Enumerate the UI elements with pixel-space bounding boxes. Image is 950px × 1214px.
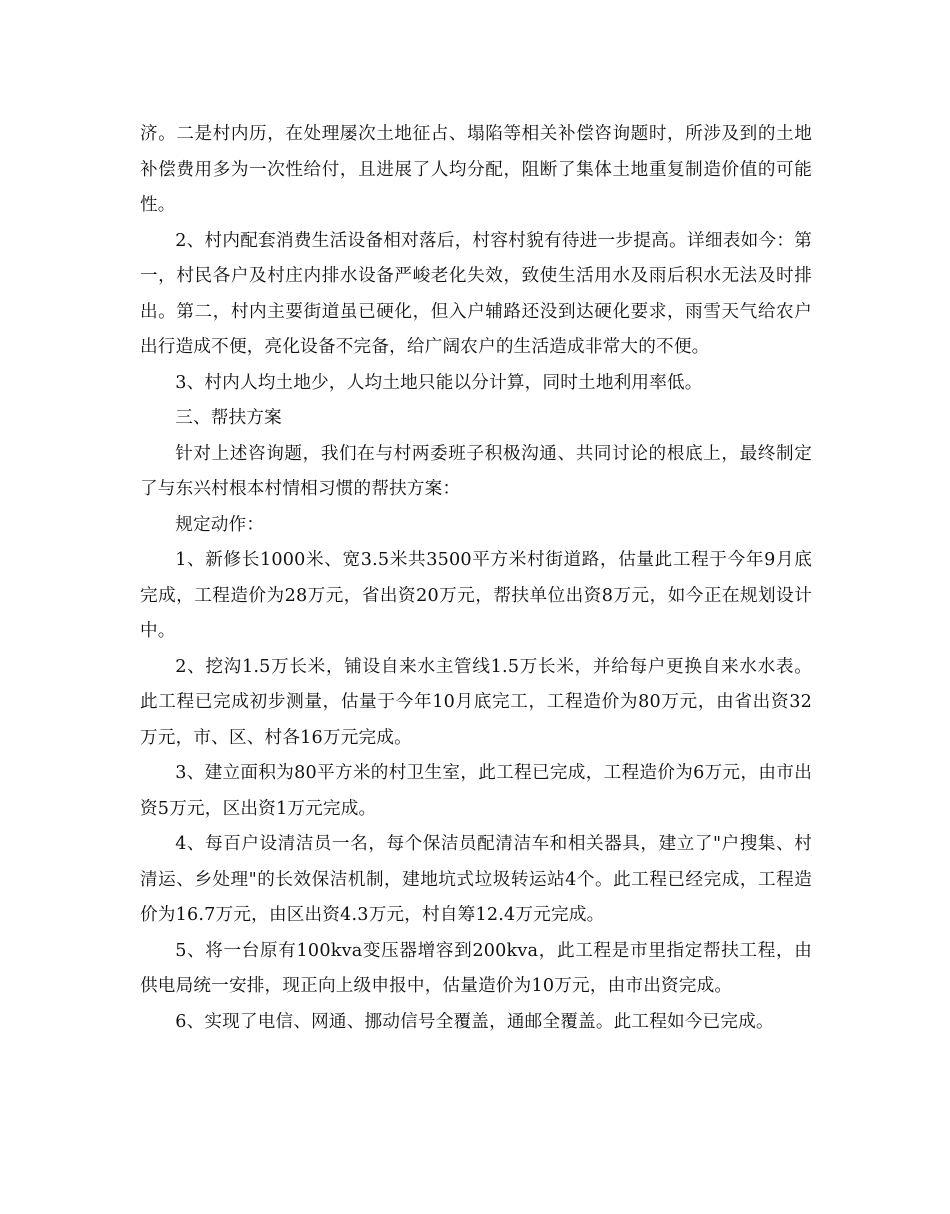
paragraph-continuation: 济。二是村内历，在处理屡次土地征占、塌陷等相关补偿咨询题时，所涉及到的土地补偿费用多为一次性给付，且进展了人均分配，阻断了集体土地重复制造价值的可能性。	[140, 124, 812, 215]
action-item-2: 2、挖沟1.5万长米，铺设自来水主管线1.5万长米，并给每户更换自来水水表。此工程已完成初步测量，估量于今年10月底完工，工程造价为80万元，由省出资32万元，市、区、村各16万元完成。	[140, 656, 812, 748]
action-item-3: 3、建立面积为80平方米的村卫生室，此工程已完成，工程造价为6万元，由市出资5万元，区出资1万元完成。	[140, 763, 812, 819]
action-item-6: 6、实现了电信、网通、挪动信号全覆盖，通邮全覆盖。此工程如今已完成。	[175, 1011, 774, 1032]
subsection-heading: 规定动作：	[175, 514, 265, 535]
paragraph-item-3: 3、村内人均土地少，人均土地只能以分计算，同时土地利用率低。	[175, 372, 703, 393]
document-body	[140, 117, 812, 1040]
paragraph-intro: 针对上述咨询题，我们在与村两委班子积极沟通、共同讨论的根底上，最终制定了与东兴村根本村情相习惯的帮扶方案：	[140, 443, 812, 499]
section-heading: 三、帮扶方案	[175, 408, 282, 428]
paragraph-item-2: 2、村内配套消费生活设备相对落后，村容村貌有待进一步提高。详细表如今：第一，村民各户及村庄内排水设备严峻老化失效，致使生活用水及雨后积水无法及时排出。第二，村内主要街道虽已硬化，但入户辅路还没到达硬化要求，雨雪天气给农户出行造成不便，亮化设备不完备，给广阔农户的生活造成非常大的不便。	[140, 230, 812, 357]
action-item-5: 5、将一台原有100kva变压器增容到200kva，此工程是市里指定帮扶工程，由供电局统一安排，现正向上级申报中，估量造价为10万元，由市出资完成。	[140, 940, 812, 996]
action-item-4: 4、每百户设清洁员一名，每个保洁员配清洁车和相关器具，建立了"户搜集、村清运、乡处理"的长效保洁机制，建地坑式垃圾转运站4个。此工程已经完成，工程造价为16.7万元，由区出资4.3万元，村自筹12.4万元完成。	[140, 834, 812, 925]
action-item-1: 1、新修长1000米、宽3.5米共3500平方米村街道路，估量此工程于今年9月底完成，工程造价为28万元，省出资20万元，帮扶单位出资8万元，如今正在规划设计中。	[140, 550, 812, 641]
